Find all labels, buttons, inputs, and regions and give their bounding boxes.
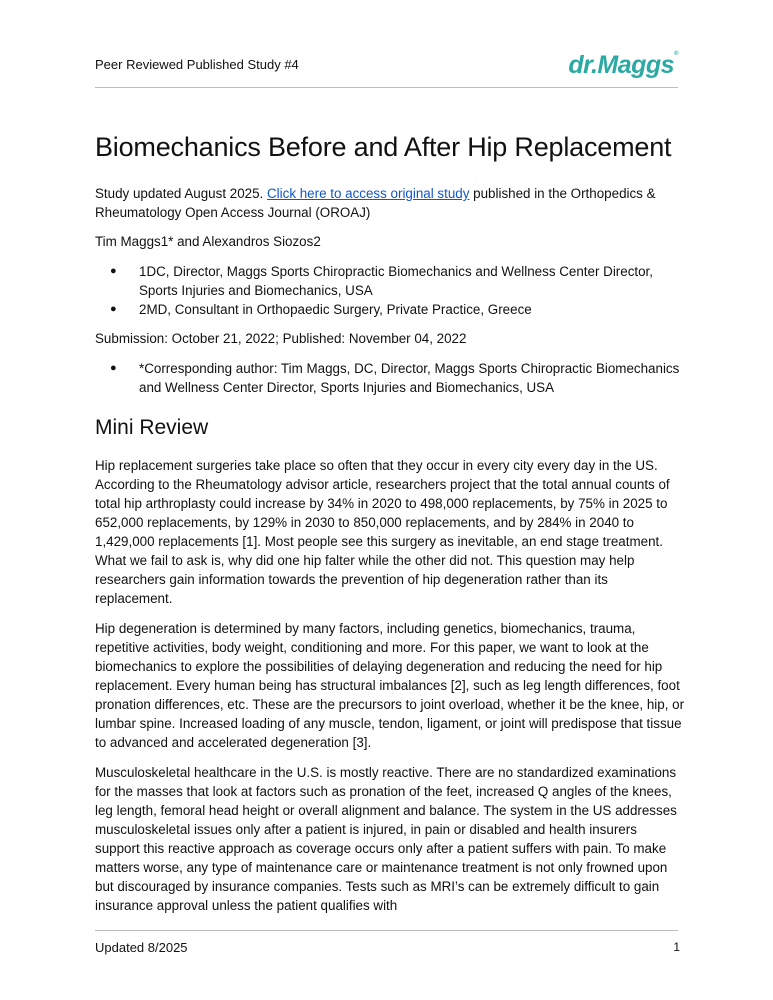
section-heading: Mini Review: [95, 416, 209, 439]
header-label: Peer Reviewed Published Study #4: [95, 57, 299, 72]
affiliation-item: ● 1DC, Director, Maggs Sports Chiropractic Biomechanics and Wellness Center Director, Sports Injuries and Biomechanics, USA: [110, 262, 685, 300]
intro-paragraph: [95, 184, 685, 222]
corresponding-author: ● *Corresponding author: Tim Maggs, DC, Director, Maggs Sports Chiropractic Biomechanics and Wellness Center Director, Sports Injuries and Biomechanics, USA: [110, 359, 685, 397]
body-paragraph: Hip replacement surgeries take place so often that they occur in every city every day in the US. According to the Rheumatology advisor article, researchers project that the total annual counts of total hip arthroplasty could increase by 34% in 2020 to 498,000 replacements, by 75% in 2025 to 652,000 replacements, by 129% in 2030 to 850,000 replacements, and by 284% in 2040 to 1,429,000 replacements [1]. Most people see this surgery as inevitable, an end stage treatment. What we fail to ask is, why did one hip falter while the other did not. This question may help researchers gain information towards the prevention of hip degeneration rather than its replacement.: [95, 458, 670, 606]
footer-divider: [95, 930, 678, 931]
body-paragraph: Musculoskeletal healthcare in the U.S. is mostly reactive. There are no standardized examinations for the masses that look at factors such as pronation of the feet, increased Q angles of the knees, leg length, femoral head height or overall alignment and balance. The system in the US addresses musculoskeletal issues only after a patient is injured, in pain or disabled and health insurers support this reactive approach as coverage occurs only after a patient suffers with pain. To make matters worse, any type of maintenance care or maintenance treatment is not only frowned upon but discouraged by insurance companies. Tests such as MRI’s can be extremely difficult to gain insurance approval unless the patient qualifies with: [95, 765, 677, 913]
submission-dates: Submission: October 21, 2022; Published: November 04, 2022: [95, 331, 467, 346]
intro-after-link: published in the Orthopedics & Rheumatology Open Access Journal (OROAJ): [95, 186, 656, 220]
corresponding-list: [110, 359, 685, 397]
page-number: 1: [673, 940, 680, 954]
affiliation-item: ● 2MD, Consultant in Orthopaedic Surgery, Private Practice, Greece: [110, 300, 685, 319]
intro-before-link: Study updated August 2025.: [95, 186, 267, 201]
registered-mark: ®: [674, 51, 678, 57]
body-paragraph: Hip degeneration is determined by many factors, including genetics, biomechanics, trauma, repetitive activities, body weight, conditioning and more. For this paper, we want to look at the biomechanics to explore the possibilities of delaying degeneration and reducing the need for hip replacement. Every human being has structural imbalances [2], such as leg length differences, foot pronation differences, etc. These are the precursors to joint overload, whether it be the knee, hip, or lumbar spine. Increased loading of any muscle, tendon, ligament, or joint will predispose that tissue to advanced and accelerated degeneration [3].: [95, 621, 685, 750]
affiliations-list: [110, 262, 685, 319]
original-study-link[interactable]: Click here to access original study: [267, 186, 470, 201]
footer-updated: Updated 8/2025: [95, 940, 188, 955]
page-header: [95, 53, 678, 88]
drmaggs-logo: [568, 51, 678, 80]
document-title: Biomechanics Before and After Hip Replacement: [95, 132, 672, 162]
logo-text: dr.Maggs: [568, 51, 675, 79]
authors: Tim Maggs1* and Alexandros Siozos2: [95, 234, 321, 249]
